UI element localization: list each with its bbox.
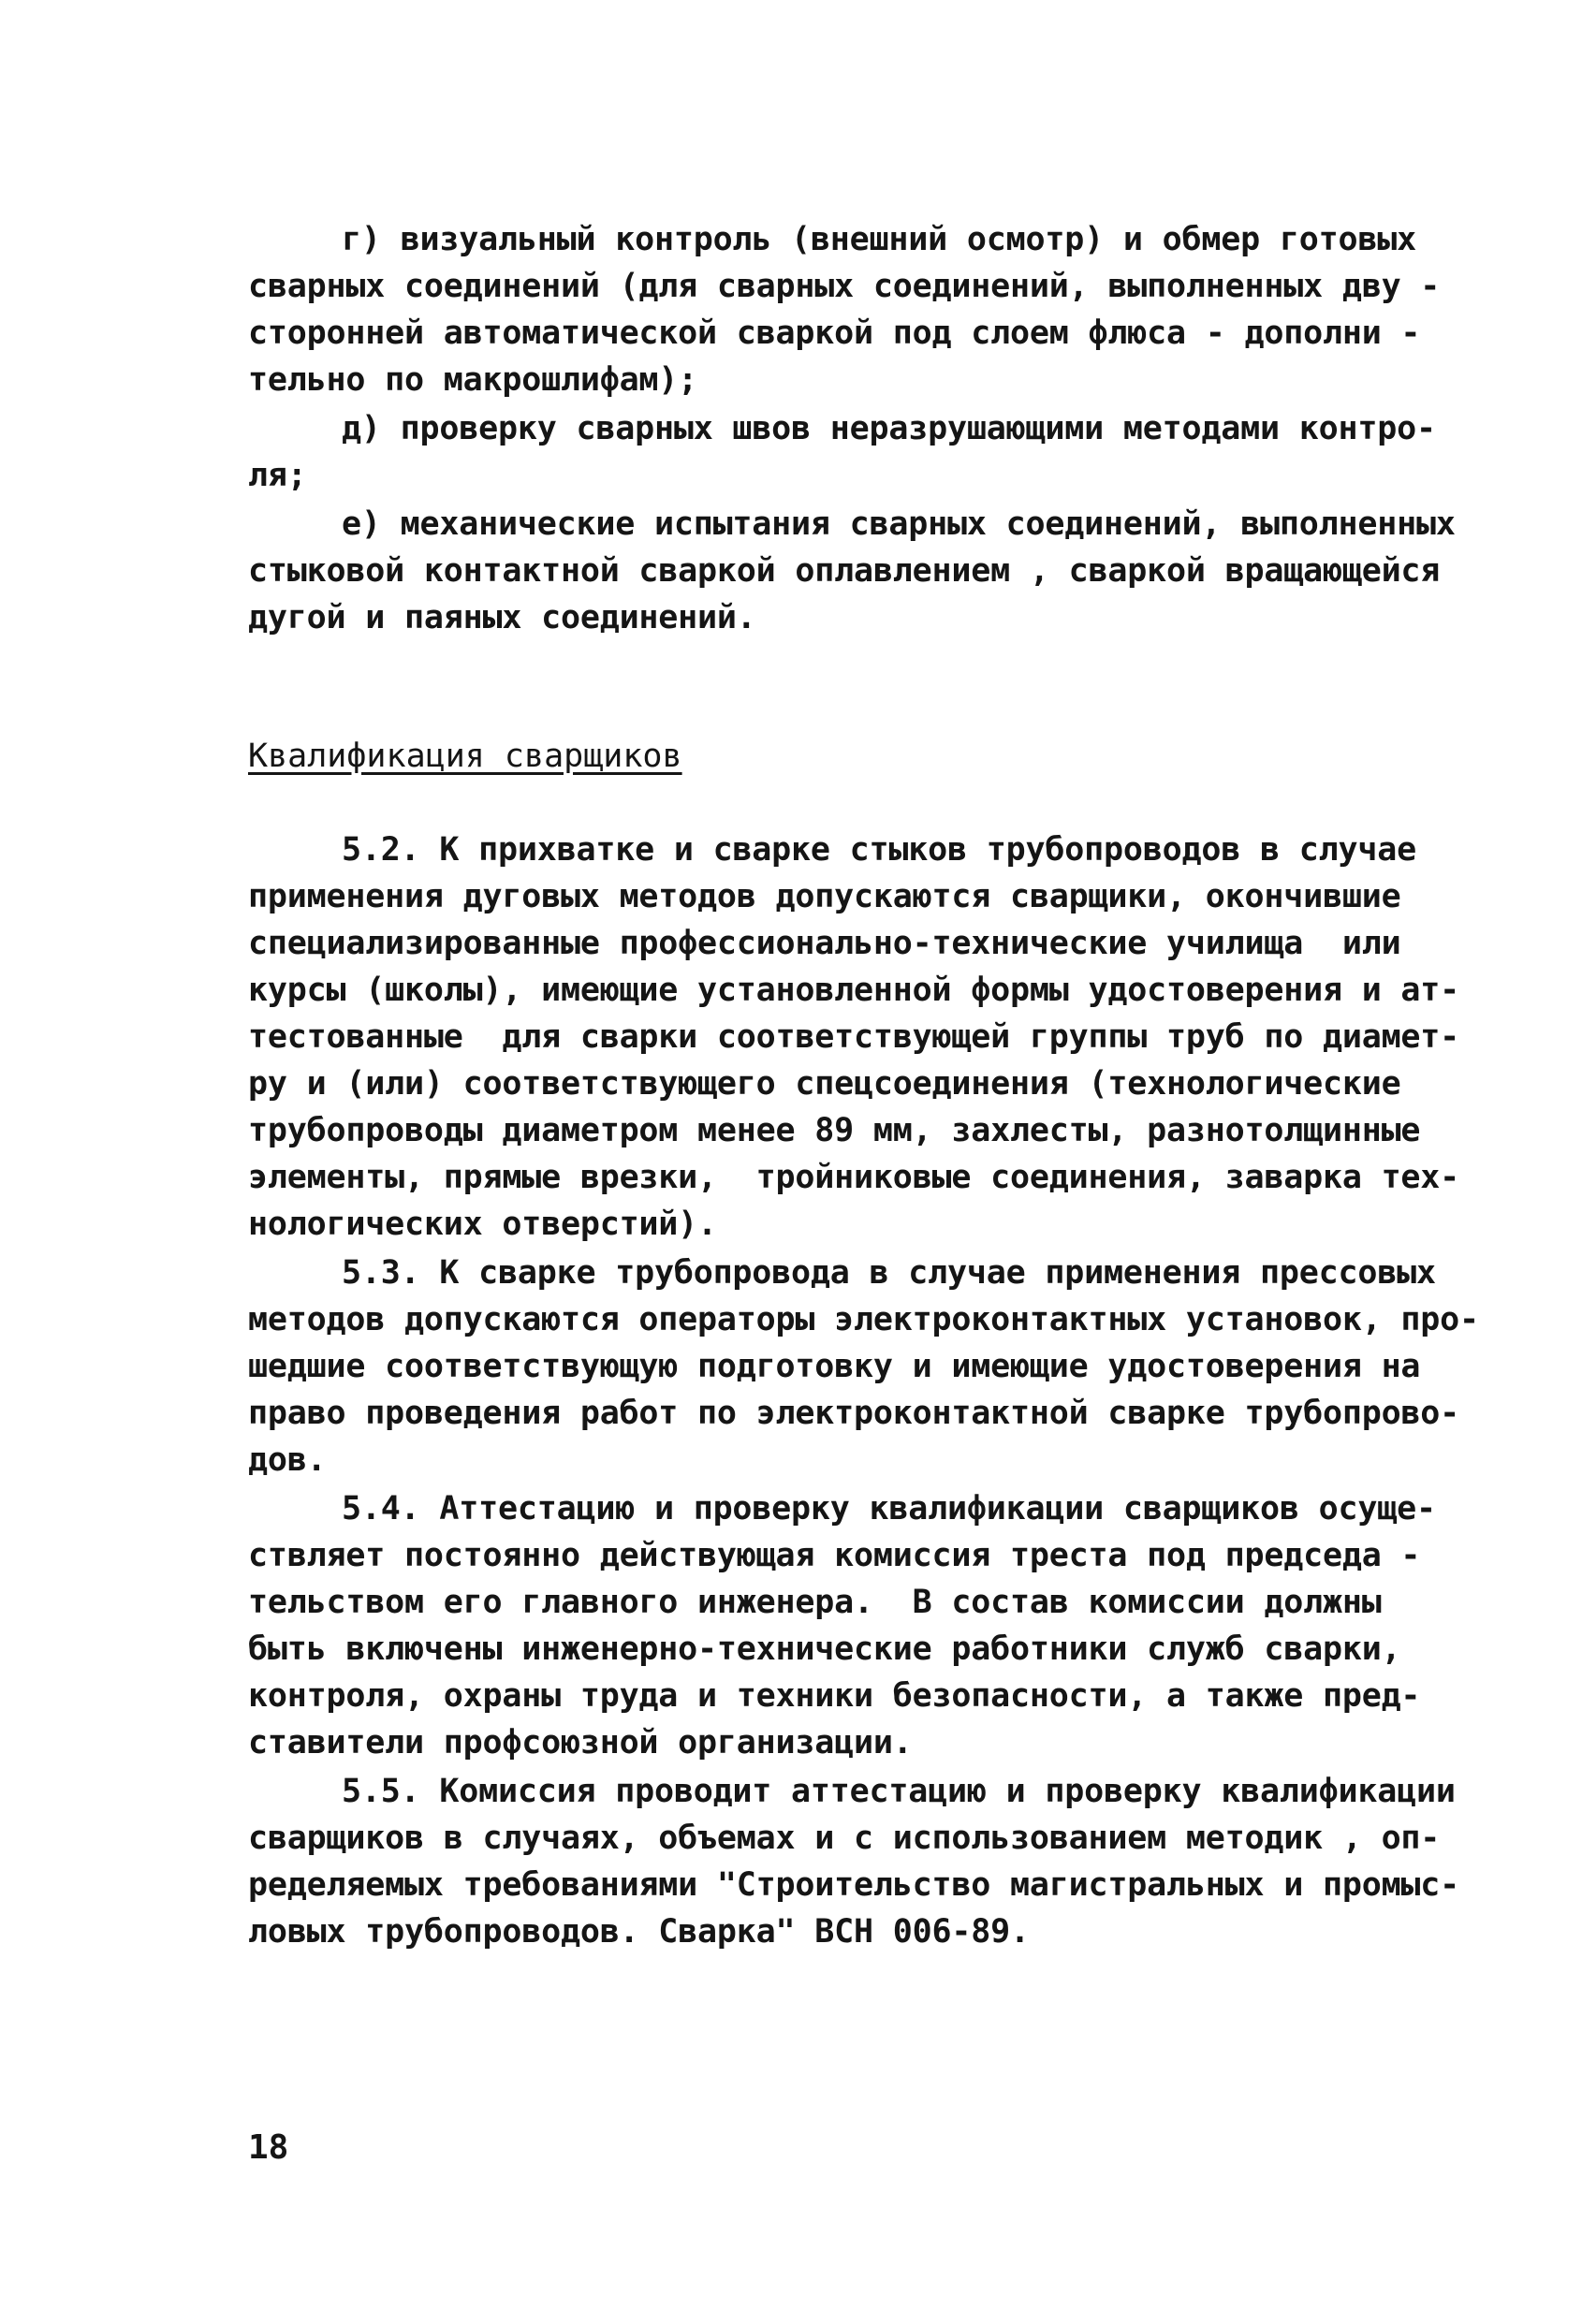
list-item-e-line-1: е) механические испытания сварных соединений, выполненных <box>342 505 1456 543</box>
paragraph-5-5-line-3: ределяемых требованиями "Строительство магистральных и промыс- <box>248 1866 1460 1904</box>
paragraph-5-4-line-2: ствляет постоянно действующая комиссия треста под председа - <box>248 1537 1421 1574</box>
paragraph-5-4-line-6: ставители профсоюзной организации. <box>248 1724 913 1761</box>
paragraph-5-5-line-2: сварщиков в случаях, объемах и с использованием методик , оп- <box>248 1820 1441 1857</box>
list-item-e-line-2: стыковой контактной сваркой оплавлением , сваркой вращающейся <box>248 552 1441 590</box>
paragraph-5-2-line-1: 5.2. К прихватке и сварке стыков трубопроводов в случае <box>342 831 1416 869</box>
paragraph-5-4-line-5: контроля, охраны труда и техники безопасности, а также пред- <box>248 1677 1421 1715</box>
paragraph-5-2-line-5: тестованные для сварки соответствующей группы труб по диамет- <box>248 1018 1460 1056</box>
section-heading: Квалификация сварщиков <box>248 738 682 775</box>
paragraph-5-2-line-2: применения дуговых методов допускаются сварщики, окончившие <box>248 878 1401 915</box>
paragraph-5-3-line-1: 5.3. К сварке трубопровода в случае применения прессовых <box>342 1254 1436 1292</box>
paragraph-5-2-line-4: курсы (школы), имеющие установленной формы удостоверения и ат- <box>248 972 1460 1009</box>
list-item-g-line-3: сторонней автоматической сваркой под слоем флюса - дополни - <box>248 314 1421 352</box>
paragraph-5-3-line-5: дов. <box>248 1441 327 1479</box>
list-item-g-line-1: г) визуальный контроль (внешний осмотр) и обмер готовых <box>342 221 1416 258</box>
paragraph-5-2-line-8: элементы, прямые врезки, тройниковые соединения, заварка тех- <box>248 1159 1460 1196</box>
list-item-g-line-2: сварных соединений (для сварных соединений, выполненных дву - <box>248 268 1441 305</box>
paragraph-5-3-line-2: методов допускаются операторы электроконтактных установок, про- <box>248 1301 1479 1338</box>
paragraph-5-3-line-4: право проведения работ по электроконтактной сварке трубопрово- <box>248 1395 1460 1432</box>
paragraph-5-2-line-3: специализированные профессионально-технические училища или <box>248 925 1401 962</box>
paragraph-5-2-line-7: трубопроводы диаметром менее 89 мм, захлесты, разнотолщинные <box>248 1112 1421 1149</box>
paragraph-5-2-line-9: нологических отверстий). <box>248 1206 717 1243</box>
paragraph-5-5-line-4: ловых трубопроводов. Сварка" ВСН 006-89. <box>248 1913 1030 1951</box>
paragraph-5-4-line-1: 5.4. Аттестацию и проверку квалификации сварщиков осуще- <box>342 1490 1436 1527</box>
list-item-g-line-4: тельно по макрошлифам); <box>248 361 698 399</box>
paragraph-5-5-line-1: 5.5. Комиссия проводит аттестацию и проверку квалификации <box>342 1773 1456 1810</box>
paragraph-5-4-line-3: тельством его главного инженера. В состав комиссии должны <box>248 1584 1382 1621</box>
list-item-e-line-3: дугой и паяных соединений. <box>248 599 756 636</box>
page-number: 18 <box>248 2128 289 2167</box>
list-item-d-line-2: ля; <box>248 457 307 494</box>
paragraph-5-2-line-6: ру и (или) соответствующего спецсоединения (технологические <box>248 1065 1401 1103</box>
paragraph-5-3-line-3: шедшие соответствующую подготовку и имеющие удостоверения на <box>248 1348 1421 1385</box>
paragraph-5-4-line-4: быть включены инженерно-технические работники служб сварки, <box>248 1630 1401 1668</box>
list-item-d-line-1: д) проверку сварных швов неразрушающими методами контро- <box>342 410 1436 447</box>
